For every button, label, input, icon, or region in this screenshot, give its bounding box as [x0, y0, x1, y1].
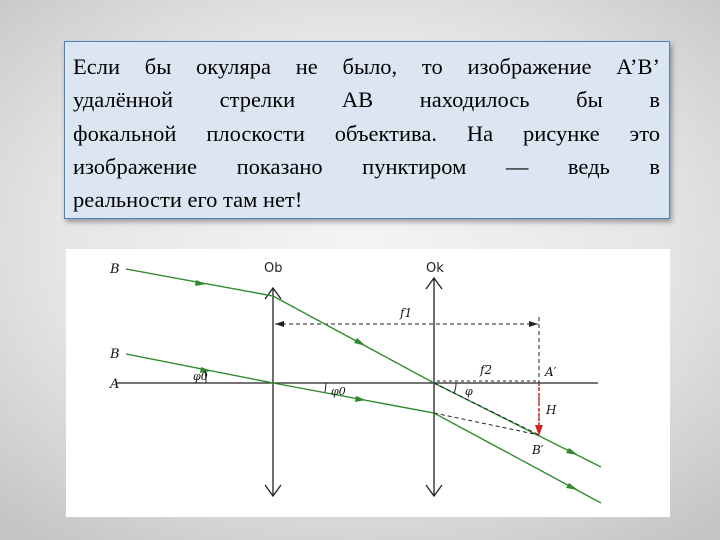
angle-arc-phi0-center	[325, 383, 326, 392]
text-line-5: реальности его там нет!	[73, 187, 303, 212]
angle-phi0-center-label: φ0	[331, 385, 346, 398]
text-line-1: Если бы окуляра не было, то изображение A’B’	[73, 54, 660, 79]
angle-phi-label: φ	[465, 385, 473, 398]
height-label-h: H	[546, 403, 557, 417]
f1-dimension	[275, 321, 538, 327]
f1-label: f1	[400, 306, 413, 320]
eyepiece-lens-label: Ok	[426, 261, 444, 276]
axis-label-a: A	[110, 377, 120, 392]
text-line-4: изображение показано пунктиром — ведь в	[73, 154, 660, 179]
explanation-textbox	[64, 41, 670, 219]
ray-diagram-svg	[66, 249, 670, 517]
dashed-ray-upper	[434, 383, 539, 435]
ray-label-b-upper: B	[110, 262, 120, 277]
text-line-3: фокальной плоскости объектива. На рисунке это	[73, 121, 660, 146]
image-label-a-prime: A′	[545, 365, 557, 379]
objective-lens	[265, 288, 281, 496]
objective-lens-label: Ob	[264, 261, 283, 276]
ray-label-b-lower: B	[110, 347, 120, 362]
image-arrow-a-b-prime	[535, 383, 543, 436]
angle-arc-phi	[454, 383, 456, 393]
dashed-ray-lower	[434, 413, 539, 435]
eyepiece-lens	[426, 278, 442, 496]
angle-phi0-left-label: φ0	[193, 370, 208, 383]
image-label-b-prime: B′	[532, 443, 544, 457]
telescope-ray-diagram	[66, 249, 670, 517]
f2-label: f2	[480, 363, 493, 377]
text-line-2: удалённой стрелки AB находилось бы в	[73, 87, 660, 112]
